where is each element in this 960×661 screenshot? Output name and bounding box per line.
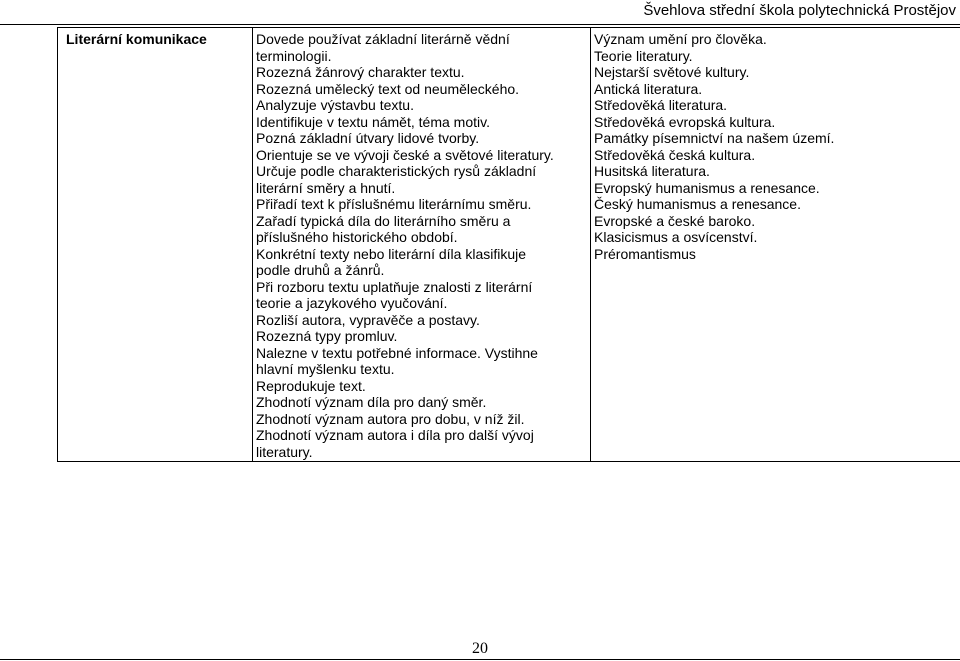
learning-outcome-line: Zhodnotí význam autora i díla pro další vývoj (256, 427, 534, 443)
learning-outcome-line: Orientuje se ve vývoji české a světové literatury. (256, 146, 554, 163)
topic-line: Antická literatura. (594, 80, 703, 97)
curriculum-topics-cell (591, 28, 960, 462)
learning-outcome-line: Přiřadí text k příslušnému literárnímu směru. (256, 196, 532, 212)
topic-line: Evropský humanismus a renesance. (594, 179, 820, 196)
learning-outcome-line: podle druhů a žánrů. (256, 262, 385, 278)
learning-outcome-line: teorie a jazykového vyučování. (256, 295, 448, 311)
learning-outcome-line: Identifikuje v textu námět, téma motiv. (256, 113, 490, 130)
learning-outcome-line: terminologii. (256, 47, 332, 64)
thematic-area-cell: Literární komunikace (58, 28, 253, 462)
curriculum-table (57, 27, 960, 462)
learning-outcome-line: Zhodnotí význam autora pro dobu, v níž žil. (256, 410, 525, 427)
learning-outcome-line: Rozezná typy promluv. (256, 328, 398, 344)
learning-outcome-line: literatury. (256, 443, 313, 460)
learning-outcome-line: Konkrétní texty nebo literární díla klasifikuje (256, 245, 527, 262)
learning-outcome-line: Při rozboru textu uplatňuje znalosti z literární (256, 278, 533, 295)
topic-line: Préromantismus (594, 245, 696, 262)
page-header-school-name: Švehlova střední škola polytechnická Prostějov (643, 2, 956, 19)
learning-outcome-line: Nalezne v textu potřebné informace. Vystihne (256, 344, 538, 361)
learning-outcome-line: příslušného historického období. (256, 229, 458, 245)
footer-divider (0, 659, 960, 660)
table-row (58, 28, 960, 462)
topic-line: Význam umění pro člověka. (594, 31, 767, 47)
topic-line: Nejstarší světové kultury. (594, 64, 750, 80)
topic-line: Evropské a české baroko. (594, 212, 756, 229)
topic-line: Památky písemnictví na našem území. (594, 130, 835, 146)
topic-line: Český humanismus a renesance. (594, 196, 801, 212)
learning-outcomes-cell (253, 28, 591, 462)
learning-outcome-line: Rozezná umělecký text od neuměleckého. (256, 80, 520, 97)
learning-outcome-line: literární směry a hnutí. (256, 179, 396, 196)
learning-outcome-line: Určuje podle charakteristických rysů základní (256, 163, 537, 179)
learning-outcome-line: Rozezná žánrový charakter textu. (256, 64, 465, 80)
learning-outcome-line: Zařadí typická díla do literárního směru a (256, 212, 511, 229)
learning-outcome-line: Analyzuje výstavbu textu. (256, 97, 414, 113)
topic-line: Středověká literatura. (594, 97, 728, 113)
header-divider (0, 24, 960, 25)
topic-line: Klasicismus a osvícenství. (594, 229, 758, 245)
learning-outcome-line: Dovede používat základní literárně vědní (256, 31, 510, 47)
topic-line: Teorie literatury. (594, 47, 693, 64)
topic-line: Středověká evropská kultura. (594, 113, 776, 130)
learning-outcome-line: hlavní myšlenku textu. (256, 361, 395, 377)
page-number: 20 (472, 640, 488, 657)
learning-outcome-line: Rozliší autora, vypravěče a postavy. (256, 311, 480, 328)
topic-line: Husitská literatura. (594, 163, 710, 179)
topic-line: Středověká česká kultura. (594, 146, 756, 163)
learning-outcome-line: Reprodukuje text. (256, 377, 366, 394)
learning-outcome-line: Pozná základní útvary lidové tvorby. (256, 130, 480, 146)
learning-outcome-line: Zhodnotí význam díla pro daný směr. (256, 394, 487, 410)
